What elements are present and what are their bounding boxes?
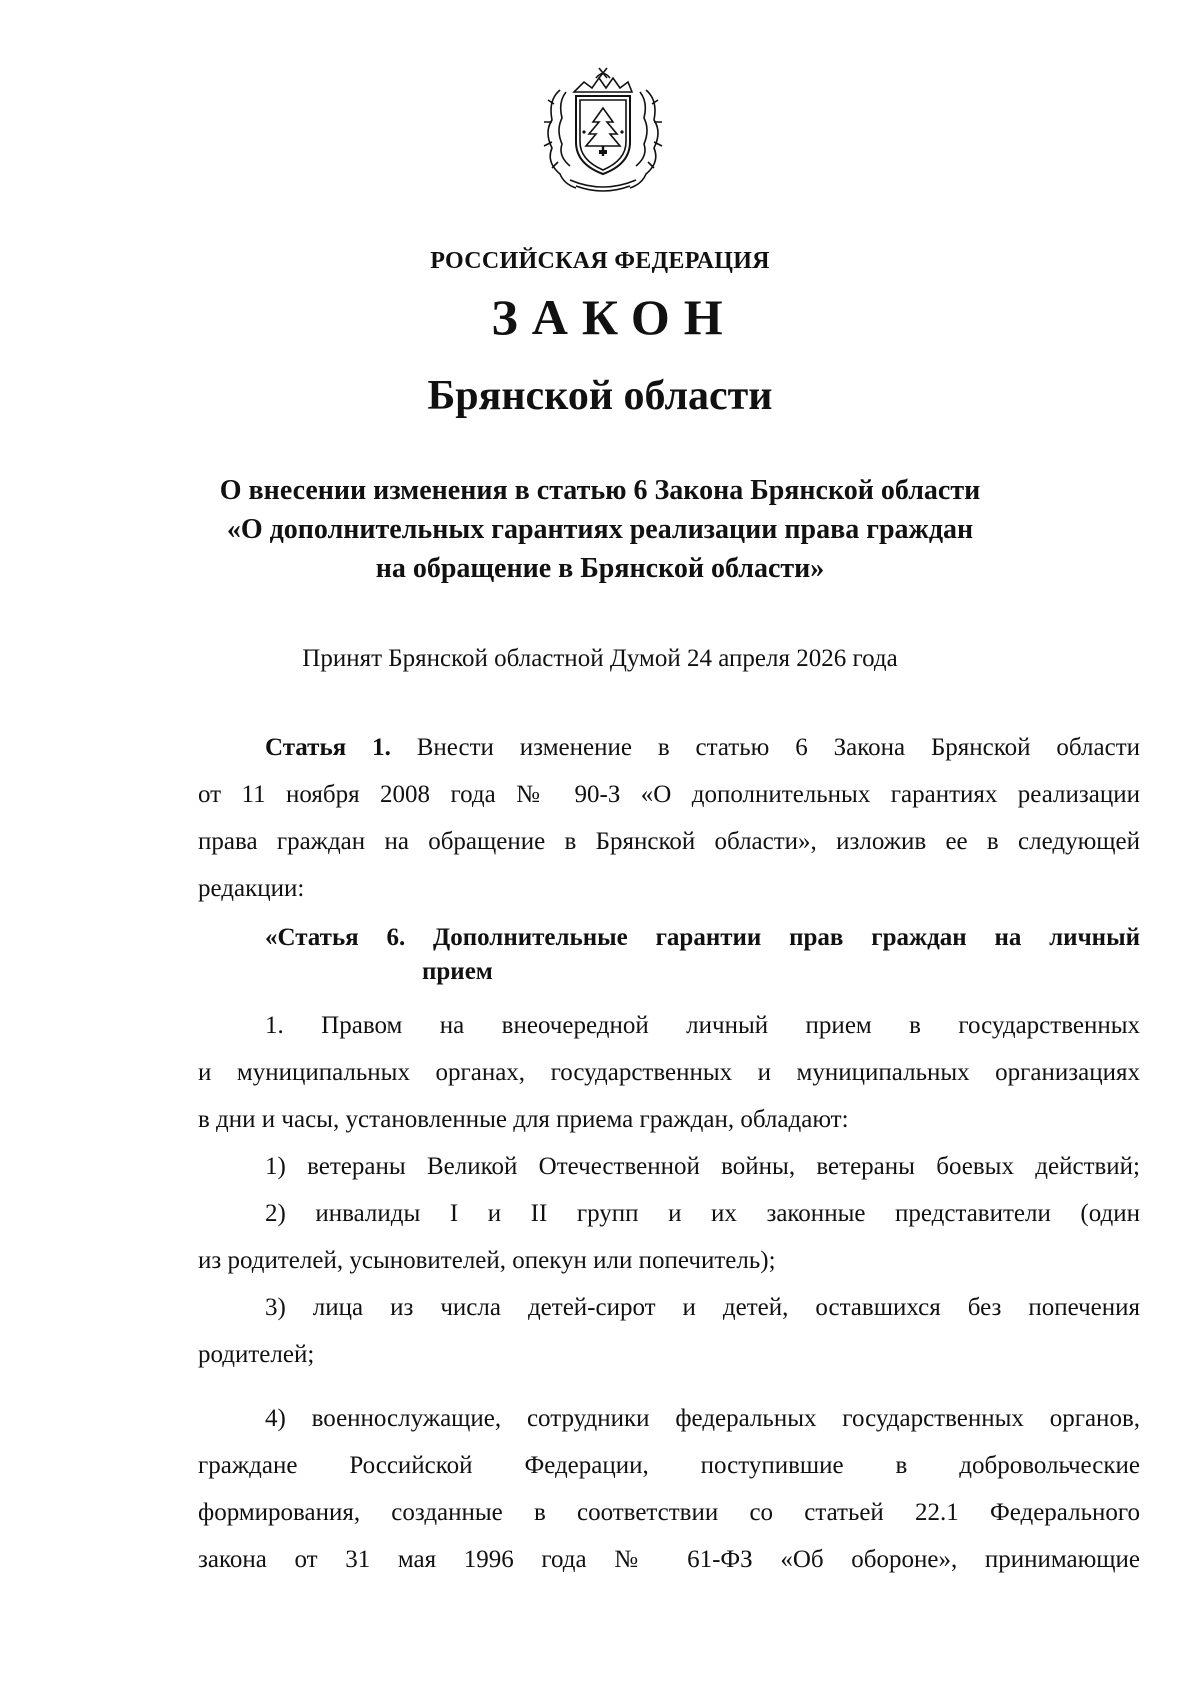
article-1-line-4: редакции: [198,875,305,902]
list-item-4-line-2: граждане Российской Федерации, поступившие в добровольческие [198,1452,1140,1479]
law-title-line-3: на обращение в Брянской области» [375,553,825,584]
law-heading: ЗАКОН [491,289,737,345]
list-item-4-line-1: 4) военнослужащие, сотрудники федеральных государственных органов, [265,1405,1140,1432]
article-1-text: Внести изменение в статью 6 Закона Брянской области [416,734,1140,761]
list-item-4-line-4: закона от 31 мая 1996 года № 61-ФЗ «Об обороне», принимающие [198,1546,1140,1573]
law-title-line-1: О внесении изменения в статью 6 Закона Брянской области [219,475,981,506]
law-title-line-2: «О дополнительных гарантиях реализации права граждан [226,514,974,545]
paragraph-1-line-1: 1. Правом на внеочередной личный прием в государственных [265,1012,1140,1039]
bryansk-coat-of-arms-icon [540,62,666,202]
list-item-2-line-2: из родителей, усыновителей, опекун или попечитель); [198,1247,776,1274]
region-heading: Брянской области [427,373,773,419]
adoption-note: Принят Брянской областной Думой 24 апреля 2026 года [302,645,898,672]
federation-heading: РОССИЙСКАЯ ФЕДЕРАЦИЯ [430,248,770,274]
list-item-2-line-1: 2) инвалиды I и II групп и их законные представители (один [265,1200,1140,1227]
article-1-line-1 [265,734,1140,762]
article-1-line-3: права граждан на обращение в Брянской области», изложив ее в следующей [198,828,1140,855]
list-item-4-line-3: формирования, созданные в соответствии со статьей 22.1 Федерального [198,1499,1140,1526]
paragraph-1-line-2: и муниципальных органах, государственных и муниципальных организациях [198,1059,1140,1086]
article-6-heading-line-1: «Статья 6. Дополнительные гарантии прав граждан на личный [265,924,1140,951]
article-6-heading-line-2: прием [422,958,493,985]
article-1-label: Статья 1. [265,734,391,761]
list-item-1: 1) ветераны Великой Отечественной войны, ветераны боевых действий; [265,1153,1140,1180]
paragraph-1-line-3: в дни и часы, установленные для приема граждан, обладают: [198,1106,849,1133]
list-item-3-line-1: 3) лица из числа детей-сирот и детей, оставшихся без попечения [265,1294,1140,1321]
list-item-3-line-2: родителей; [198,1341,315,1368]
article-1-line-2: от 11 ноября 2008 года № 90-З «О дополнительных гарантиях реализации [198,781,1140,808]
